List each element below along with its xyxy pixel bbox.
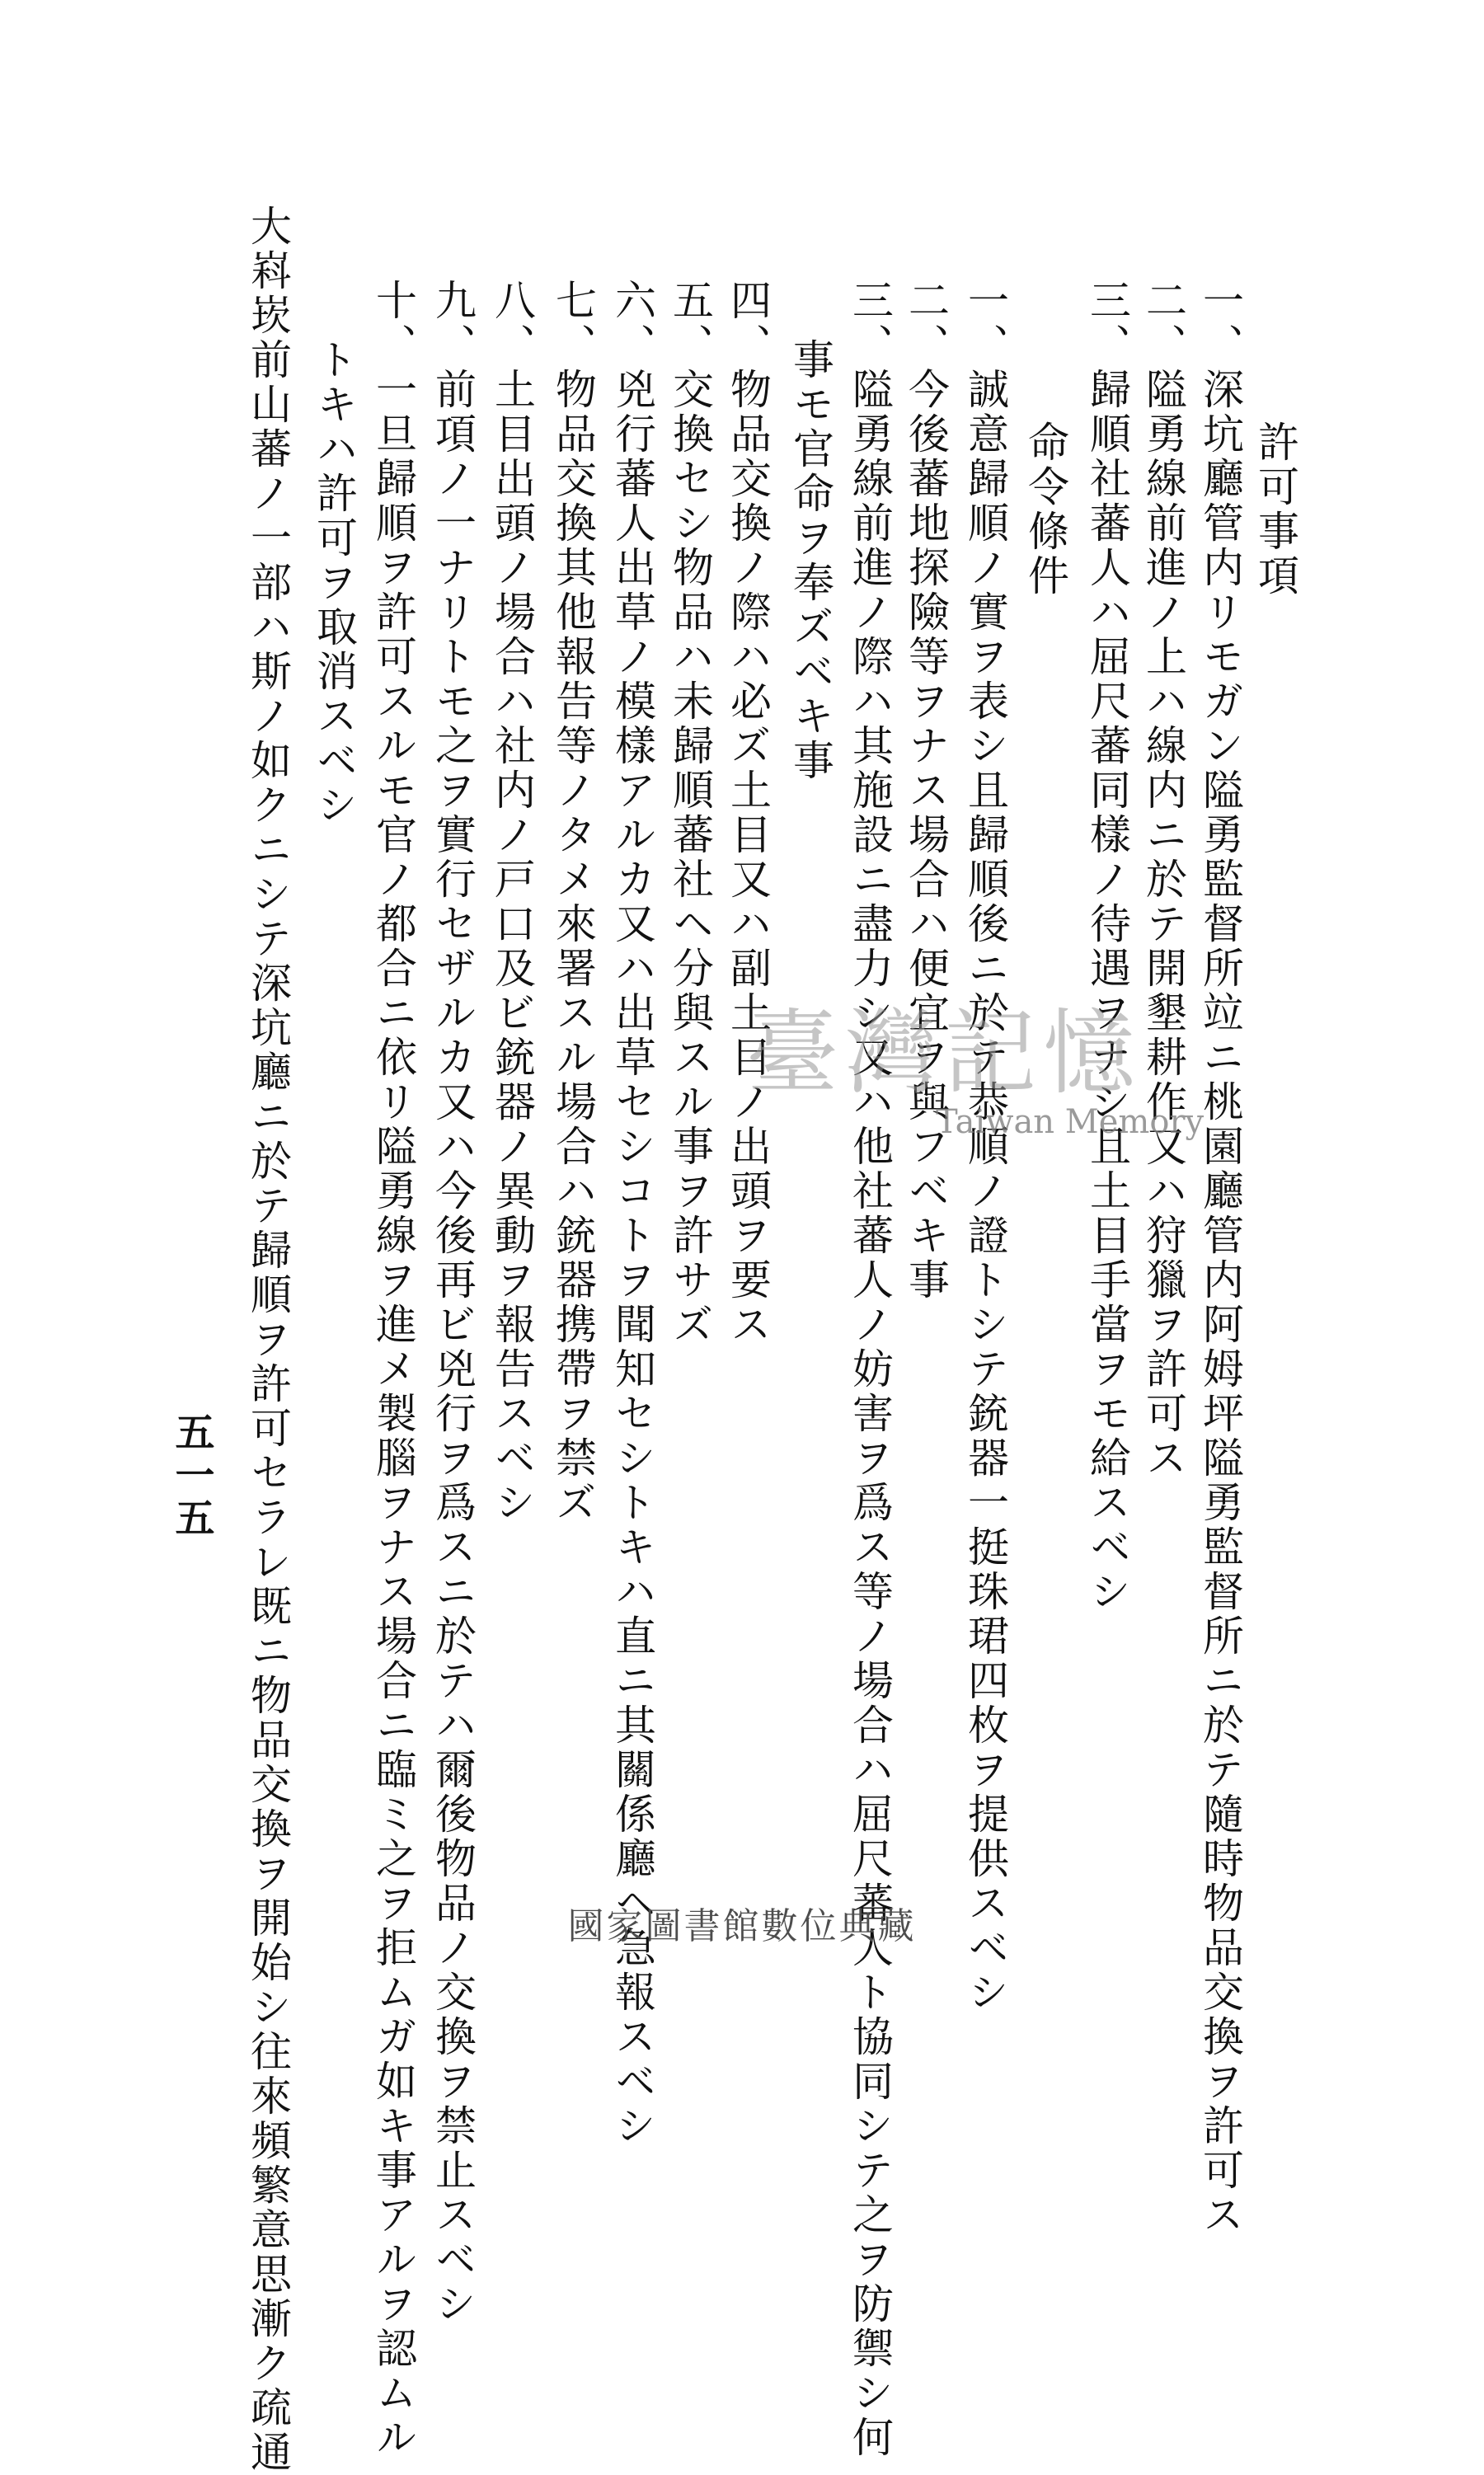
condition-item-10-continued: トキハ許可ヲ取消スベシ [310, 338, 358, 828]
condition-item-1: 一、誠意歸順ノ實ヲ表シ且歸順後ニ於テ恭順ノ證トシテ銃器一挺珠珺四枚ヲ提供スベシ [961, 279, 1009, 2015]
watermark-logo: 臺灣記憶 [746, 1000, 1142, 1107]
condition-item-3: 三、隘勇線前進ノ際ハ其施設ニ盡力シ又ハ他社蕃人ノ妨害ヲ爲ス等ノ場合ハ屈尺蕃人ト協同シテ之ヲ防禦シ何 [846, 279, 894, 2460]
condition-item-9: 九、前項ノ一ナリトモ之ヲ實行セザルカ又ハ今後再ビ兇行ヲ爲スニ於テハ爾後物品ノ交換ヲ禁止スベシ [429, 279, 477, 2327]
conditions-heading: 命令條件 [1021, 420, 1069, 599]
permit-item-3: 三、歸順社蕃人ハ屈尺蕃同樣ノ待遇ヲナシ且土目手當ヲモ給スベシ [1083, 279, 1131, 1614]
condition-item-4: 四、物品交換ノ際ハ必ズ土目又ハ副土目ノ出頭ヲ要ス [724, 279, 772, 1347]
watermark-subtitle: Taiwan Memory [936, 1103, 1205, 1141]
page-number: 五一五 [168, 1411, 214, 1540]
condition-item-3-continued: 事モ官命ヲ奉ズベキ事 [787, 338, 834, 783]
condition-item-6: 六、兇行蕃人出草ノ模樣アルカ又ハ出草セシコトヲ聞知セシトキハ直ニ其關係廳ヘ急報スベシ [608, 279, 656, 2149]
permit-heading: 許可事項 [1252, 420, 1299, 599]
condition-item-7: 七、物品交換其他報告等ノタメ來署スル場合ハ銃器携帶ヲ禁ズ [549, 279, 597, 1525]
condition-item-5: 五、交換セシ物品ハ未歸順蕃社ヘ分與スル事ヲ許サズ [666, 279, 714, 1347]
permit-item-2: 二、隘勇線前進ノ上ハ線内ニ於テ開墾耕作又ハ狩獵ヲ許可ス [1139, 279, 1187, 1481]
permit-item-1: 一、深坑廳管内リモガン隘勇監督所竝ニ桃園廳管内阿姆坪隘勇監督所ニ於テ隨時物品交換ヲ許可ス [1196, 279, 1244, 2238]
condition-item-2: 二、今後蕃地探險等ヲナス場合ハ便宜ヲ與フベキ事 [902, 279, 950, 1303]
condition-item-10: 十、一旦歸順ヲ許可スルモ官ノ都合ニ依リ隘勇線ヲ進メ製腦ヲナス場合ニ臨ミ之ヲ拒ムガ如キ事アルヲ認ムル [369, 279, 417, 2460]
condition-item-8: 八、土目出頭ノ場合ハ社内ノ戸口及ビ銃器ノ異動ヲ報告スベシ [488, 279, 536, 1525]
closing-paragraph: 大嵙崁前山蕃ノ一部ハ斯ノ如クニシテ深坑廳ニ於テ歸順ヲ許可セラレ既ニ物品交換ヲ開始シ往來頻繁意思漸ク疏通 [244, 204, 292, 2475]
footer-credit: 國家圖書館數位典藏 [567, 1905, 917, 1947]
